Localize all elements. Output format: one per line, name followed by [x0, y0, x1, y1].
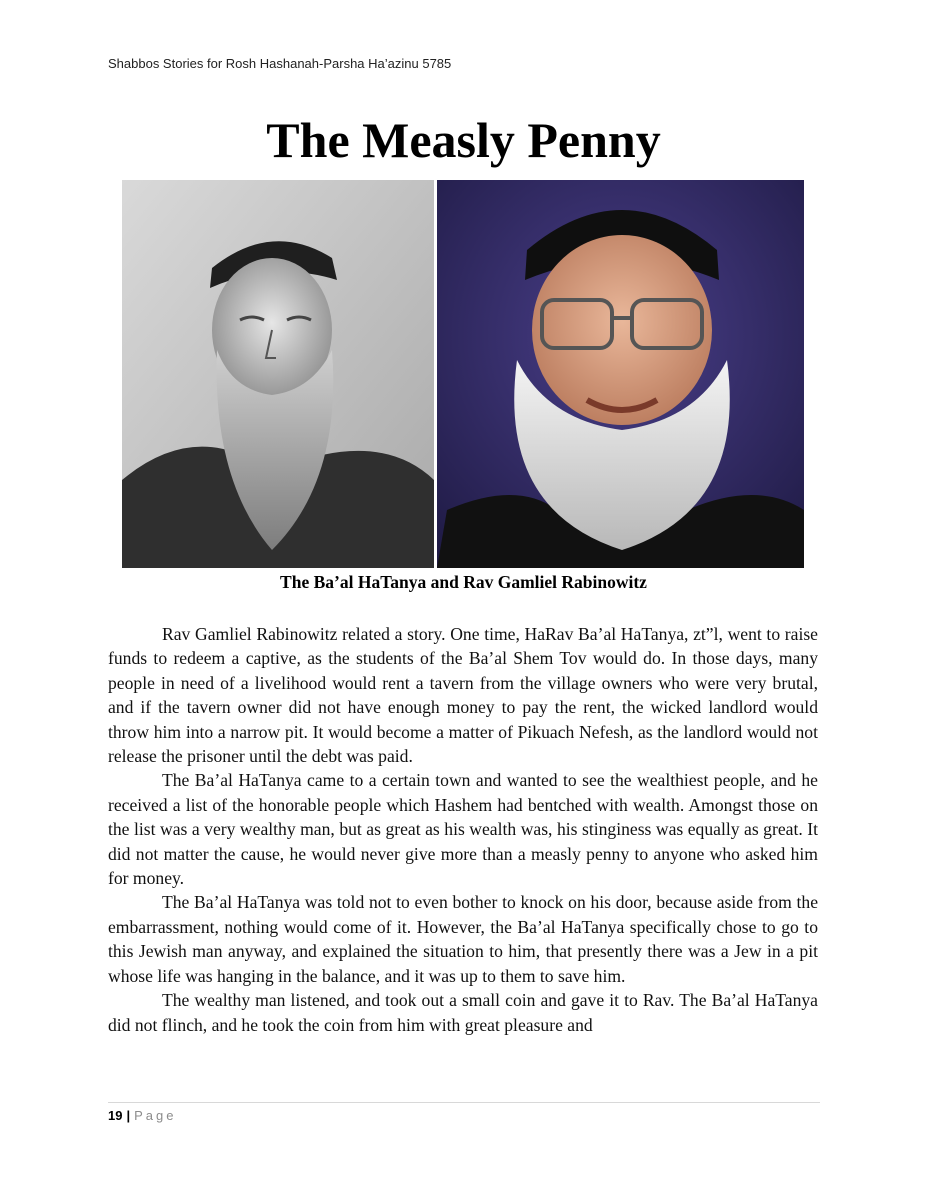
- running-header: Shabbos Stories for Rosh Hashanah-Parsha Ha’azinu 5785: [108, 56, 452, 71]
- paragraph: The Ba’al HaTanya came to a certain town and wanted to see the wealthiest people, and he received a list of the honorable people which Hashem had bentched with wealth. Amongst those on the list was a very wealthy man, but as great as his wealth was, his stinginess was equally as great. It did not matter the cause, he would never give more than a measly penny to anyone who asked him for money.: [108, 770, 818, 889]
- paragraph: Rav Gamliel Rabinowitz related a story. One time, HaRav Ba’al HaTanya, zt”l, went to raise funds to redeem a captive, as the students of the Ba’al Shem Tov would do. In those days, many people in need of a livelihood would rent a tavern from the village owners who were very brutal, and if the tavern owner did not have enough money to pay the rent, the wicked landlord would throw him into a narrow pit. It would become a matter of Pikuach Nefesh, as the landlord would not release the prisoner until the debt was paid.: [108, 624, 818, 767]
- footer-separator: |: [126, 1108, 131, 1123]
- portrait-photo: [437, 180, 804, 568]
- article-title: The Measly Penny: [266, 112, 661, 168]
- article-body: [108, 622, 818, 1037]
- paragraph: The Ba’al HaTanya was told not to even bother to knock on his door, because aside from the embarrassment, nothing would come of it. However, the Ba’al HaTanya specifically chose to go to this Jewish man anyway, and explained the situation to him, that presently there was a Jew in a pit whose life was hanging in the balance, and it was up to them to save him.: [108, 892, 818, 986]
- footer-divider: [108, 1102, 820, 1103]
- portrait-engraving-art: [122, 180, 434, 568]
- page-footer: [108, 1108, 176, 1123]
- photo-caption: The Ba’al HaTanya and Rav Gamliel Rabinowitz: [280, 572, 647, 592]
- paragraph: The wealthy man listened, and took out a small coin and gave it to Rav. The Ba’al HaTanya did not flinch, and he took the coin from him with great pleasure and: [108, 990, 818, 1035]
- page-number: 19: [108, 1108, 123, 1123]
- page-label: Page: [134, 1108, 177, 1123]
- portrait-photo-art: [437, 180, 804, 568]
- portrait-engraving: [122, 180, 434, 568]
- photo-pair: [122, 180, 804, 568]
